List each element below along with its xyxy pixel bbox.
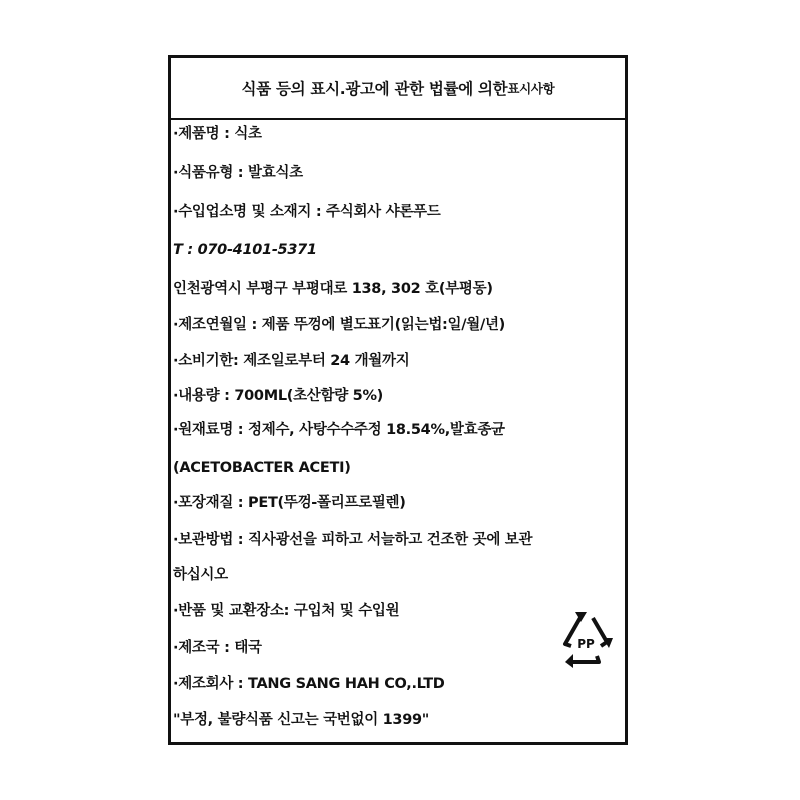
report-line: "부정, 불량식품 신고는 국번없이 1399" [173, 712, 430, 728]
header-title-small: 표시사항 [507, 81, 555, 96]
food-type-line: ·식품유형 : 발효식초 [173, 165, 303, 181]
manufacture-date-line: ·제조연월일 : 제품 뚜껑에 별도표기(읽는법:일/월/년) [173, 317, 505, 333]
recycle-label: PP [577, 637, 595, 651]
packaging-line: ·포장재질 : PET(뚜껑-폴리프로필렌) [173, 495, 406, 511]
manufacturer-line: ·제조회사 : TANG SANG HAH CO,.LTD [173, 676, 445, 692]
volume-line: ·내용량 : 700ML(초산함량 5%) [173, 388, 384, 404]
product-name-line: ·제품명 : 식초 [173, 126, 262, 142]
importer-line: ·수입업소명 및 소재지 : 주식회사 샤론푸드 [173, 204, 441, 220]
ingredients-cont-line: (ACETOBACTER ACETI) [173, 460, 351, 476]
address-line: 인천광역시 부평구 부평대로 138, 302 호(부평동) [173, 281, 493, 297]
expiry-line: ·소비기한: 제조일로부터 24 개월까지 [173, 353, 410, 369]
storage-line: ·보관방법 : 직사광선을 피하고 서늘하고 건조한 곳에 보관 [173, 532, 533, 548]
storage-cont-line: 하십시오 [173, 567, 228, 583]
ingredients-line: ·원재료명 : 정제수, 사탕수수주정 18.54%,발효종균 [173, 422, 505, 438]
return-exchange-line: ·반품 및 교환장소: 구입처 및 수입원 [173, 603, 400, 619]
country-line: ·제조국 : 태국 [173, 640, 262, 656]
recycle-pp-icon [551, 606, 621, 676]
header-title: 식품 등의 표시.광고에 관한 법률에 의한 [241, 80, 508, 98]
phone-line: T : 070-4101-5371 [173, 242, 317, 258]
food-label [168, 55, 628, 745]
label-header [171, 58, 625, 120]
